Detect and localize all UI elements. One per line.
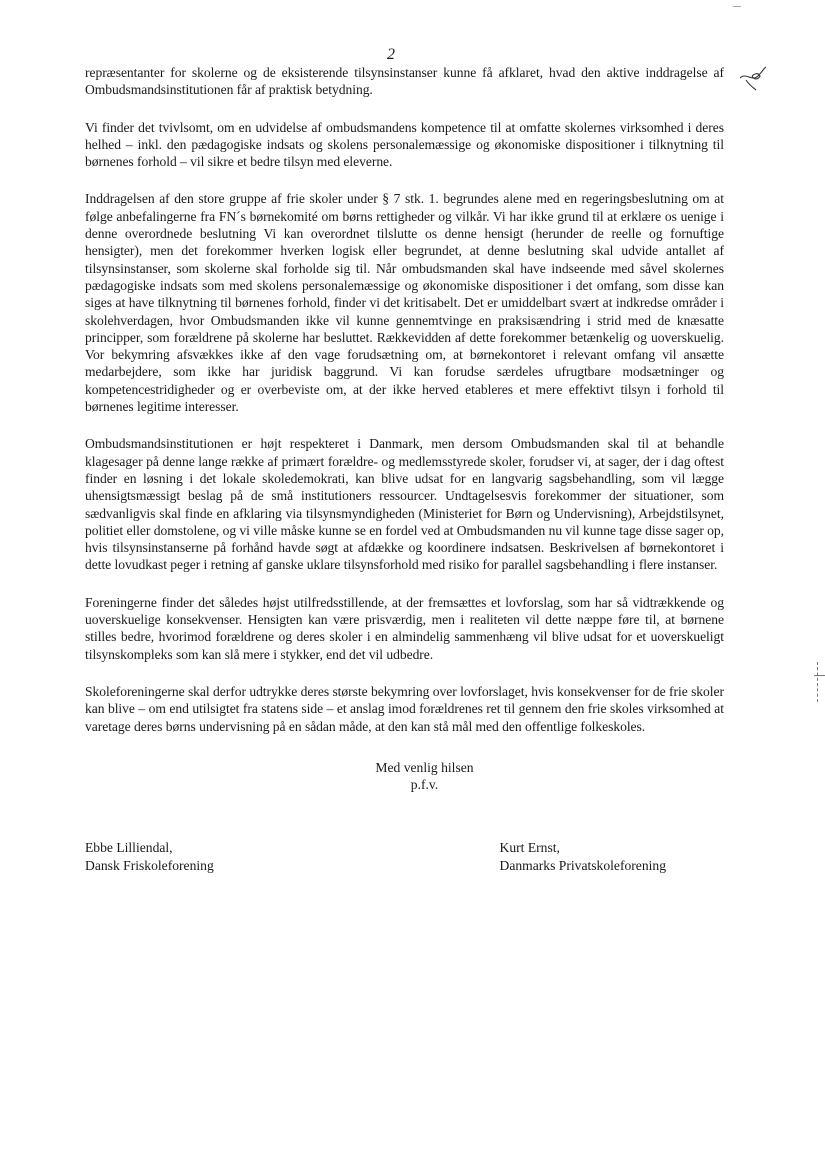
scan-speck [733,6,741,7]
signatures [85,839,724,874]
closing-greeting: Med venlig hilsen [375,759,474,775]
paragraph: Vi finder det tvivlsomt, om en udvidelse af ombudsmandens kompetence til at omfatte skolernes virksomhed i deres helhed – inkl. den pædagogiske indsats og skolens personalemæssige og økonomiske dispositioner i tilknytning til børnenes forhold – vil sikre et bedre tilsyn med eleverne. [85,119,724,170]
signatory-organization: Dansk Friskoleforening [85,857,214,873]
paragraph: Foreningerne finder det således højst utilfredsstillende, at der fremsættes et lovforslag, som har så vidtrækkende og uoverskuelige konsekvenser. Hensigten kan være prisværdig, men i realiteten vil dette næppe føre til, at børnene stilles bedre, hvorimod forældrene og deres skoler i en almindelig sammenhæng vil blive udsat for et uoverskueligt tilsynskompleks som kan slå mere i stykker, end det vil udbedre. [85,594,724,662]
page-number: 2 [387,46,395,63]
paragraph: Skoleforeningerne skal derfor udtrykke deres største bekymring over lovforslaget, hvis konsekvenser for de frie skoler kan blive – om end utilsigtet fra statens side – et anslag imod forældrenes ret til gennem den frie skoles virksomhed at varetage deres børns undervisning på en sådan måde, at den kan stå mål med den offentlige folkeskoles. [85,683,724,734]
signatory-name: Ebbe Lilliendal, [85,840,173,856]
signatory-right [500,839,666,874]
letter-body [85,64,724,874]
paragraph: Inddragelsen af den store gruppe af frie skoler under § 7 stk. 1. begrundes alene med en regeringsbeslutning om at følge anbefalingerne fra FN´s børnekomité om børns rettigheder og vilkår. Vi har ikke grund til at erklære os uenige i denne overordnede beslutning Vi kan overordnet tilslutte os denne hensigt (herunder de reelle og fornuftige hensigter), men det forekommer hverken logisk eller begrundet, at denne beslutning skal udvide antallet af tilsynsinstanser, som skolerne skal forholde sig til. Når ombudsmanden skal have indseende med såvel skolernes pædagogiske indsats som med skolens personalemæssige og økonomiske dispositioner i det omfang, som disse kan siges at have tilknytning til børnenes forhold, finder vi det kritisabelt. Det er umiddelbart svært at indkredse områder i skolehverdagen, hvor Ombudsmanden ikke vil kunne gennemtvinge en praksisændring i strid med de knæsatte principper, som forældrene på skolerne har besluttet. Rækkevidden af dette forekommer betænkelig og uoverskuelig. Vor bekymring afsvækkes ikke af den vage forudsætning om, at børnekontoret i relevant omfang vil ansætte medarbejdere, som ikke har juridisk baggrund. Vi kan forudse særdeles ufrugtbare modsætninger og kompetencestridigheder og er overbeviste om, at der ikke herved etableres et mere effektivt tilsyn i forhold til børnenes legitime interesser. [85,191,724,415]
handwritten-margin-mark [738,66,768,92]
signatory-organization: Danmarks Privatskoleforening [499,857,666,873]
paragraph: repræsentanter for skolerne og de eksisterende tilsynsinstanser kunne få afklaret, hvad den aktive inddragelse af Ombudsmandsinstitutionen får af praktisk betydning. [85,65,724,98]
closing-block [85,759,724,794]
scan-edge-tick [814,675,825,676]
paragraph: Ombudsmandsinstitutionen er højt respekteret i Danmark, men dersom Ombudsmanden skal til at behandle klagesager på denne lange række af primært forældre- og medlemsstyrede skoler, forudser vi, at sager, der i dag oftest finder en løsning i det lokale skoledemokrati, kan blive udsat for en langvarig sagsbehandling, som vil lægge uhensigtsmæssigt beslag på de små institutioners ressourcer. Undtagelsesvis forekommer der situationer, som sædvanligvis skal finde en afklaring via tilsynsmyndigheden (Ministeriet for Børn og Undervisning), Arbejdstilsynet, politiet eller domstolene, og vi ville måske kunne se en fordel ved at Ombudsmanden nu vil kunne tage disse sager op, hvis tilsynsinstanserne på forhånd havde søgt at afdække og koordinere indsatsen. Beskrivelsen af børnekontoret i dette lovudkast peger i retning af ganske uklare tilsynsforhold med risiko for parallel sagsbehandling i flere instanser. [85,436,724,573]
closing-pfv: p.f.v. [410,777,439,793]
scan-edge-mark [817,662,825,702]
signatory-name: Kurt Ernst, [499,840,560,856]
signatory-left [85,839,214,874]
